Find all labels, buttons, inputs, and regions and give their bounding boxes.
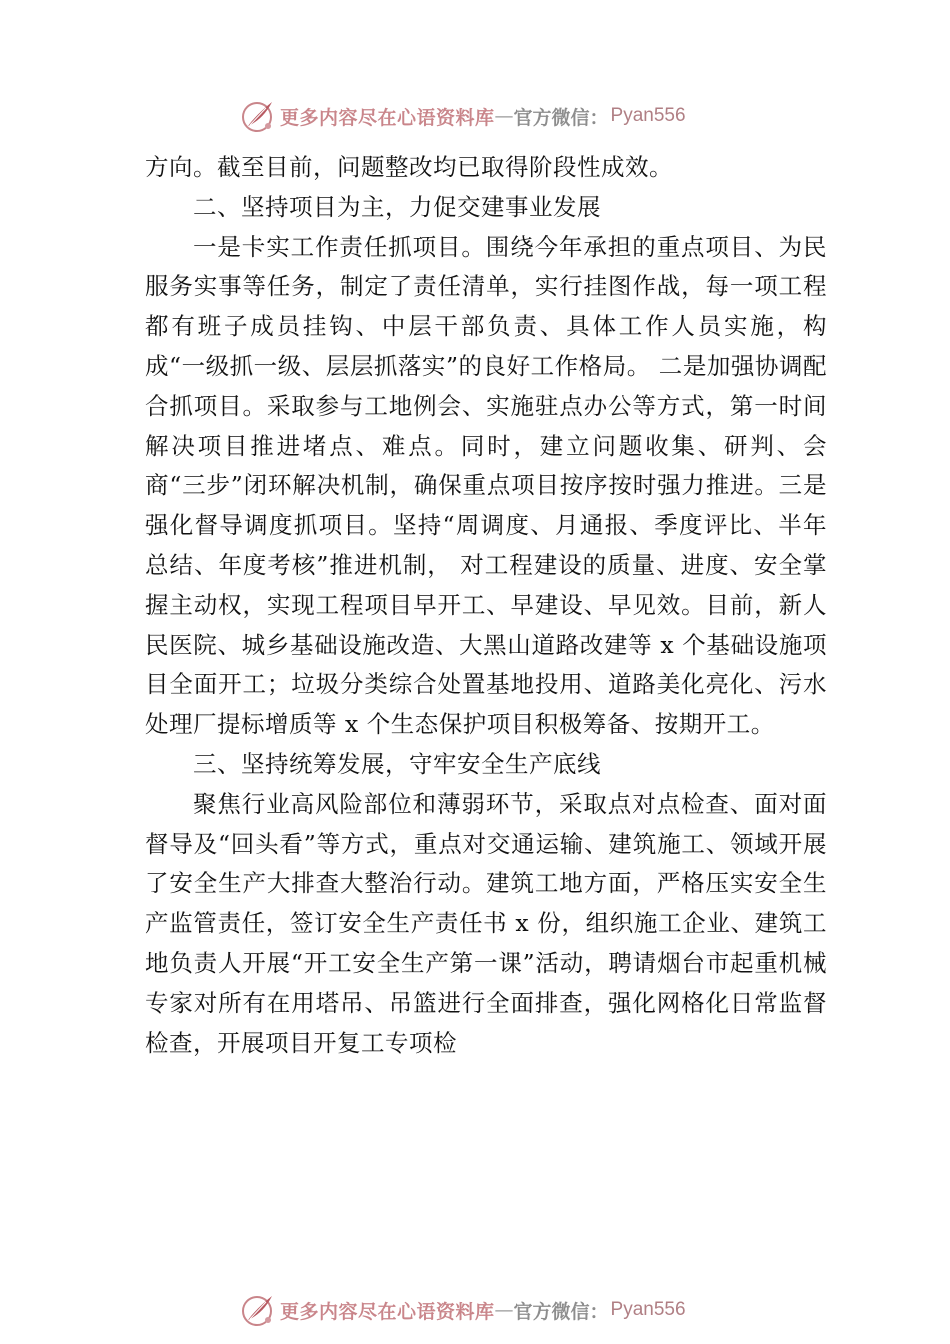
banner-wechat-id: Pyan556: [610, 105, 686, 126]
section-heading-3: 三、坚持统筹发展，守牢安全生产底线: [193, 749, 601, 778]
banner-wechat-label: 官方微信：: [513, 1300, 609, 1323]
feather-pen-logo-icon: [240, 98, 276, 134]
banner-dash: —: [494, 105, 514, 127]
header-banner: [240, 96, 760, 136]
paragraph-projects: 一是卡实工作责任抓项目。围绕今年承担的重点项目、为民服务实事等任务，制定了责任清单，实行挂图作战，每一项工程都有班子成员挂钩、中层干部负责、具体工作人员实施，构成“一级抓一级、层层抓落实”的良好工作格局。 二是加强协调配合抓项目。采取参与工地例会、实施驻点办公等方式，第一时间解决项目推进堵点、难点。同时，建立问题收集、研判、会商“三步”闭环解决机制，确保重点项目按序按时强力推进。三是强化督导调度抓项目。坚持“周调度、月通报、季度评比、半年总结、年度考核”推进机制， 对工程建设的质量、进度、安全掌握主动权，实现工程项目早开工、早建设、早见效。目前，新人民医院、城乡基础设施改造、大黑山道路改建等 x 个基础设施项目全面开工；垃圾分类综合处置基地投用、道路美化亮化、污水处理厂提标增质等 x 个生态保护项目积极筹备、按期开工。: [145, 232, 827, 739]
section-heading-2: 二、坚持项目为主，力促交建事业发展: [193, 192, 601, 221]
banner-dash: —: [494, 1299, 514, 1321]
banner-text: 更多内容尽在心语资料库: [280, 106, 495, 129]
footer-banner: [240, 1290, 760, 1330]
banner-text: 更多内容尽在心语资料库: [280, 1300, 495, 1323]
document-body: [145, 148, 827, 1063]
feather-pen-logo-icon: [240, 1292, 276, 1328]
paragraph-safety: 聚焦行业高风险部位和薄弱环节，采取点对点检查、面对面督导及“回头看”等方式，重点对交通运输、建筑施工、领域开展了安全生产大排查大整治行动。建筑工地方面，严格压实安全生产监管责任，签订安全生产责任书 x 份，组织施工企业、建筑工地负责人开展“开工安全生产第一课”活动，聘请烟台市起重机械专家对所有在用塔吊、吊篮进行全面排查，强化网格化日常监督检查，开展项目开复工专项检: [145, 789, 827, 1057]
banner-wechat-label: 官方微信：: [513, 106, 609, 129]
banner-wechat-id: Pyan556: [610, 1299, 686, 1320]
paragraph-continuation: 方向。截至目前，问题整改均已取得阶段性成效。: [145, 153, 673, 181]
